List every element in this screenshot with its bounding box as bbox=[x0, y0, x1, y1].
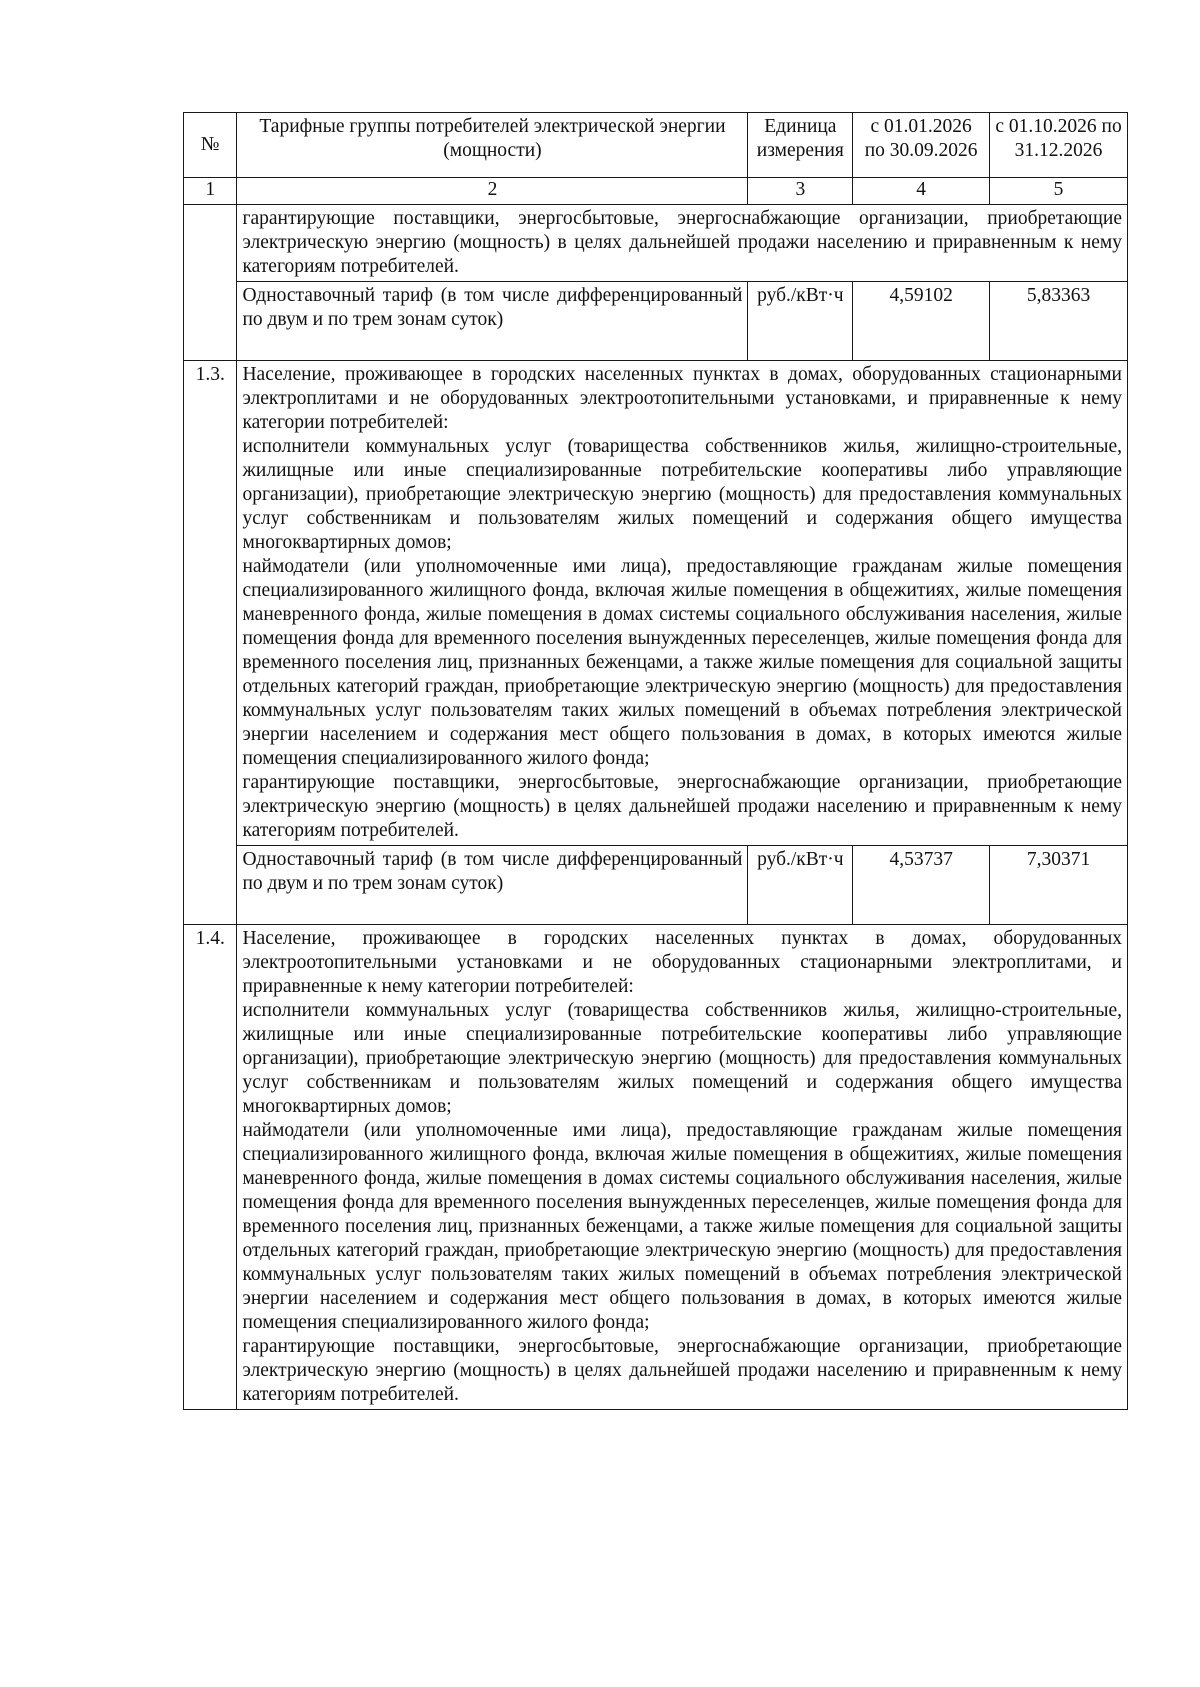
paragraph: гарантирующие поставщики, энергосбытовые, энергоснабжающие организации, приобретающие электрическую энергию (мощность) в целях дальнейшей продажи населению и приравненным к нему категориям потребителей. bbox=[242, 208, 1122, 277]
tariff-name bbox=[237, 846, 748, 925]
tariff-name bbox=[237, 282, 748, 361]
paragraph: наймодатели (или уполномоченные ими лица), предоставляющие гражданам жилые помещения специализированного жилищного фонда, включая жилые помещения в общежитиях, жилые помещения маневренного фонда, жилые помещения в домах системы социального обслуживания населения, жилые помещения фонда для временного поселения вынужденных переселенцев, жилые помещения фонда для временного поселения лиц, признанных беженцами, а также жилые помещения для социальной защиты отдельных категорий граждан, приобретающие электрическую энергию (мощность) для предоставления коммунальных услуг пользователям таких жилых помещений в объемах потребления электрической энергии населением и содержания мест общего пользования в домах, в которых имеются жилые помещения специализированного жилого фонда; bbox=[242, 1120, 1122, 1333]
header-num: № bbox=[184, 113, 237, 178]
row-number: 1.3. bbox=[184, 361, 237, 925]
paragraph: исполнители коммунальных услуг (товарищества собственников жилья, жилищно-строительные, жилищные или иные специализированные потребительские кооперативы либо управляющие организации), приобретающие электрическую энергию (мощность) для предоставления коммунальных услуг собственникам и пользователям жилых помещений и содержания общего имущества многоквартирных домов; bbox=[242, 1000, 1122, 1117]
row-number bbox=[184, 205, 237, 361]
column-index-4: 4 bbox=[853, 178, 990, 205]
column-index-2: 2 bbox=[237, 178, 748, 205]
header-period-2: с 01.10.2026 по 31.12.2026 bbox=[990, 113, 1128, 178]
tariff-value-period-1: 4,53737 bbox=[853, 846, 990, 925]
group-description bbox=[237, 361, 1128, 846]
group-description bbox=[237, 205, 1128, 282]
paragraph: наймодатели (или уполномоченные ими лица), предоставляющие гражданам жилые помещения специализированного жилищного фонда, включая жилые помещения в общежитиях, жилые помещения маневренного фонда, жилые помещения в домах системы социального обслуживания населения, жилые помещения фонда для временного поселения вынужденных переселенцев, жилые помещения фонда для временного поселения лиц, признанных беженцами, а также жилые помещения для социальной защиты отдельных категорий граждан, приобретающие электрическую энергию (мощность) для предоставления коммунальных услуг пользователям таких жилых помещений в объемах потребления электрической энергии населением и содержания мест общего пользования в домах, в которых имеются жилые помещения специализированного жилого фонда; bbox=[242, 556, 1122, 769]
tariff-row bbox=[184, 846, 1128, 925]
tariff-row bbox=[184, 282, 1128, 361]
paragraph: гарантирующие поставщики, энергосбытовые, энергоснабжающие организации, приобретающие электрическую энергию (мощность) в целях дальнейшей продажи населению и приравненным к нему категориям потребителей. bbox=[242, 772, 1122, 841]
group-description bbox=[237, 925, 1128, 1410]
paragraph: Население, проживающее в городских населенных пунктах в домах, оборудованных электроотопительными установками и не оборудованных стационарными электроплитами, и приравненные к нему категории потребителей: bbox=[242, 928, 1122, 997]
column-index-3: 3 bbox=[748, 178, 853, 205]
tariff-value-period-2: 7,30371 bbox=[990, 846, 1128, 925]
paragraph: Население, проживающее в городских населенных пунктах в домах, оборудованных стационарными электроплитами и не оборудованных электроотопительными установками, и приравненные к нему категории потребителей: bbox=[242, 364, 1122, 433]
tariff-name-text: Одноставочный тариф (в том числе дифференцированный по двум и по трем зонам суток) bbox=[242, 285, 743, 330]
tariff-value-period-2: 5,83363 bbox=[990, 282, 1128, 361]
row-number: 1.4. bbox=[184, 925, 237, 1410]
header-period-1: с 01.01.2026 по 30.09.2026 bbox=[853, 113, 990, 178]
column-index-5: 5 bbox=[990, 178, 1128, 205]
table-row bbox=[184, 205, 1128, 282]
tariff-value-period-1: 4,59102 bbox=[853, 282, 990, 361]
tariff-unit: руб./кВт·ч bbox=[748, 282, 853, 361]
table-header-row bbox=[184, 113, 1128, 178]
tariff-table bbox=[183, 112, 1128, 1410]
header-unit: Единица измерения bbox=[748, 113, 853, 178]
header-group: Тарифные группы потребителей электрической энергии (мощности) bbox=[237, 113, 748, 178]
paragraph: гарантирующие поставщики, энергосбытовые, энергоснабжающие организации, приобретающие электрическую энергию (мощность) в целях дальнейшей продажи населению и приравненным к нему категориям потребителей. bbox=[242, 1336, 1122, 1405]
tariff-unit: руб./кВт·ч bbox=[748, 846, 853, 925]
column-index-1: 1 bbox=[184, 178, 237, 205]
column-index-row bbox=[184, 178, 1128, 205]
table-row bbox=[184, 361, 1128, 846]
tariff-name-text: Одноставочный тариф (в том числе дифференцированный по двум и по трем зонам суток) bbox=[242, 849, 743, 894]
paragraph: исполнители коммунальных услуг (товарищества собственников жилья, жилищно-строительные, жилищные или иные специализированные потребительские кооперативы либо управляющие организации), приобретающие электрическую энергию (мощность) для предоставления коммунальных услуг собственникам и пользователям жилых помещений и содержания общего имущества многоквартирных домов; bbox=[242, 436, 1122, 553]
table-row bbox=[184, 925, 1128, 1410]
